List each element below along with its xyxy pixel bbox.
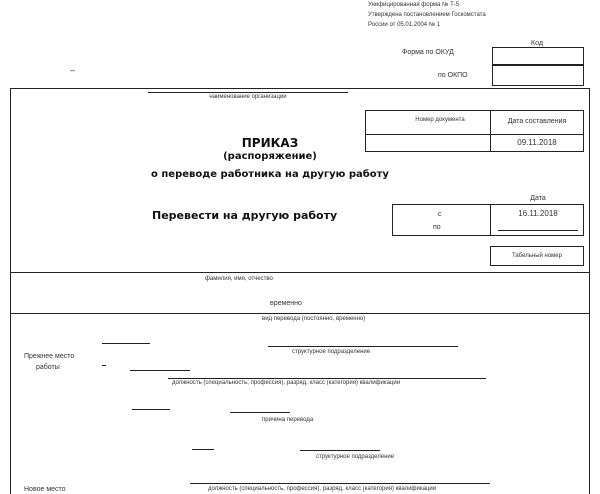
frame-right-border [589, 88, 590, 494]
doc-date-value: 09.11.2018 [517, 138, 557, 147]
employee-name-caption: фамилия, имя, отчество [205, 276, 273, 282]
section-divider-2 [10, 313, 590, 314]
new-position-caption: должность (специальность, профессия), разряд, класс (категория) квалификации [208, 486, 437, 492]
new-place-label: Новое место [24, 486, 66, 493]
org-name-line [148, 92, 348, 93]
org-name-caption: наименование организации [209, 94, 287, 100]
transfer-type-caption: вид перевода (постоянно, временно) [262, 316, 366, 322]
former-reason-caption: причина перевода [262, 417, 314, 423]
transfer-heading: Перевести на другую работу [152, 209, 338, 222]
approval-line-2: Утверждена постановлением Госкомстата [368, 12, 486, 18]
new-unit-caption: структурное подразделение [316, 454, 395, 460]
transfer-from-label: с [438, 211, 442, 218]
former-reason-line [230, 412, 290, 413]
former-short-line-4 [132, 409, 170, 410]
new-unit-line [300, 450, 380, 451]
frame-left-border [10, 88, 11, 494]
former-unit-line [268, 346, 458, 347]
okpo-code-cell [492, 65, 584, 86]
doc-number-header: Номер документа [415, 117, 465, 123]
transfer-to-label: по [433, 224, 441, 231]
transfer-from-date: 16.11.2018 [518, 209, 558, 218]
new-position-line [190, 483, 490, 484]
order-subtitle: (распоряжение) [223, 151, 317, 162]
transfer-to-date-line [498, 230, 578, 231]
former-short-line-3 [130, 370, 190, 371]
transfer-type-value: временно [270, 300, 302, 307]
former-place-label-2: работы [36, 364, 60, 371]
former-position-line [168, 378, 486, 379]
left-mark: – [70, 65, 76, 75]
former-place-label-1: Прежнее место [24, 353, 75, 360]
new-short-line-1 [192, 449, 214, 450]
tabnum-header: Табельный номер [512, 253, 562, 259]
order-title: ПРИКАЗ [241, 136, 299, 150]
transfer-date-divider [490, 204, 491, 236]
former-position-caption: должность (специальность, профессия), разряд, класс (категория) квалификации [172, 380, 401, 386]
order-description: о переводе работника на другую работу [151, 169, 389, 180]
former-short-line-2 [102, 365, 106, 366]
approval-line-1: Унифицированная форма № Т-5 [368, 2, 460, 8]
okud-label: Форма по ОКУД [402, 49, 454, 56]
doc-date-header: Дата составления [507, 118, 567, 125]
section-divider-1 [10, 272, 590, 273]
former-unit-caption: структурное подразделение [292, 349, 371, 355]
former-short-line-1 [102, 343, 150, 344]
okud-code-cell [492, 47, 584, 65]
frame-top-divider [10, 88, 590, 89]
okud-code-header: Код [531, 40, 543, 47]
transfer-date-header: Дата [530, 195, 546, 202]
approval-line-3: России от 05.01.2004 № 1 [368, 22, 441, 28]
doc-info-row-divider [365, 134, 584, 135]
okpo-label: по ОКПО [438, 72, 468, 79]
doc-info-divider [490, 110, 491, 152]
